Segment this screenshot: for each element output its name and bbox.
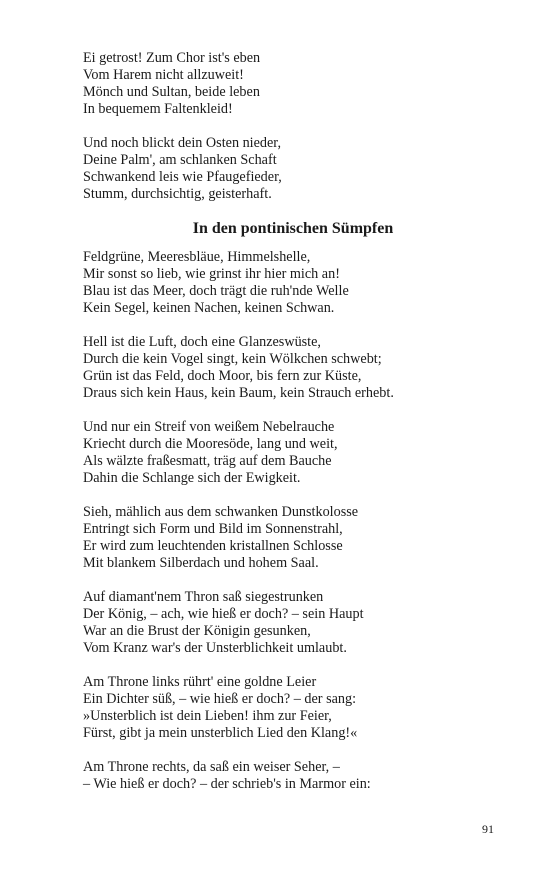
verse-line: Er wird zum leuchtenden kristallnen Schlosse (83, 538, 343, 554)
stanza-6 (83, 674, 503, 742)
stanza-3 (83, 419, 503, 487)
verse-line: Grün ist das Feld, doch Moor, bis fern zur Küste, (83, 368, 362, 384)
verse-line: Vom Kranz war's der Unsterblichkeit umlaubt. (83, 640, 347, 656)
verse-line: Als wälzte fraßesmatt, träg auf dem Bauche (83, 453, 332, 469)
verse-line: »Unsterblich ist dein Lieben! ihm zur Feier, (83, 708, 332, 724)
stanza-gap (83, 742, 503, 759)
verse-line: Blau ist das Meer, doch trägt die ruh'nde Welle (83, 283, 349, 299)
stanza-1 (83, 249, 503, 317)
verse-line: Ein Dichter süß, – wie hieß er doch? – der sang: (83, 691, 357, 707)
verse-line: Sieh, mählich aus dem schwanken Dunstkolosse (83, 504, 359, 520)
stanza-prev-1 (83, 50, 503, 118)
stanza-gap (83, 572, 503, 589)
stanza-gap (83, 657, 503, 674)
stanza-4 (83, 504, 503, 572)
page-number: 91 (482, 822, 494, 836)
verse-line: Dahin die Schlange sich der Ewigkeit. (83, 470, 301, 486)
stanza-gap (83, 317, 503, 334)
verse-line: Der König, – ach, wie hieß er doch? – sein Haupt (83, 606, 364, 622)
verse-line: Vom Harem nicht allzuweit! (83, 67, 244, 83)
stanza-2 (83, 334, 503, 402)
stanza-5 (83, 589, 503, 657)
verse-line: Mir sonst so lieb, wie grinst ihr hier mich an! (83, 266, 340, 282)
verse-line: Draus sich kein Haus, kein Baum, kein Strauch erhebt. (83, 385, 394, 401)
verse-line: Am Throne rechts, da saß ein weiser Seher, – (83, 759, 340, 775)
verse-line: In bequemem Faltenkleid! (83, 101, 233, 117)
verse-line: Mönch und Sultan, beide leben (83, 84, 260, 100)
verse-line: Am Throne links rührt' eine goldne Leier (83, 674, 317, 690)
verse-line: Entringt sich Form und Bild im Sonnenstrahl, (83, 521, 343, 537)
verse-line: Schwankend leis wie Pfaugefieder, (83, 169, 282, 185)
page-content (83, 50, 503, 793)
verse-line: Deine Palm', am schlanken Schaft (83, 152, 277, 168)
verse-line: War an die Brust der Königin gesunken, (83, 623, 311, 639)
verse-line: Mit blankem Silberdach und hohem Saal. (83, 555, 319, 571)
verse-line: Stumm, durchsichtig, geisterhaft. (83, 186, 272, 202)
stanza-gap (83, 487, 503, 504)
verse-line: Und nur ein Streif von weißem Nebelrauche (83, 419, 335, 435)
verse-line: Kriecht durch die Mooresöde, lang und weit, (83, 436, 338, 452)
verse-line: Hell ist die Luft, doch eine Glanzeswüste, (83, 334, 321, 350)
verse-line: Durch die kein Vogel singt, kein Wölkchen schwebt; (83, 351, 382, 367)
verse-line: Auf diamant'nem Thron saß siegestrunken (83, 589, 324, 605)
verse-line: Kein Segel, keinen Nachen, keinen Schwan. (83, 300, 335, 316)
stanza-gap (83, 118, 503, 135)
verse-line: Und noch blickt dein Osten nieder, (83, 135, 282, 151)
stanza-prev-2 (83, 135, 503, 203)
verse-line: Feldgrüne, Meeresbläue, Himmelshelle, (83, 249, 311, 265)
verse-line: Fürst, gibt ja mein unsterblich Lied den Klang!« (83, 725, 358, 741)
stanza-7 (83, 759, 503, 793)
verse-line: Ei getrost! Zum Chor ist's eben (83, 50, 261, 66)
verse-line: – Wie hieß er doch? – der schrieb's in Marmor ein: (83, 776, 371, 792)
stanza-gap (83, 402, 503, 419)
poem-title: In den pontinischen Sümpfen (192, 220, 394, 237)
